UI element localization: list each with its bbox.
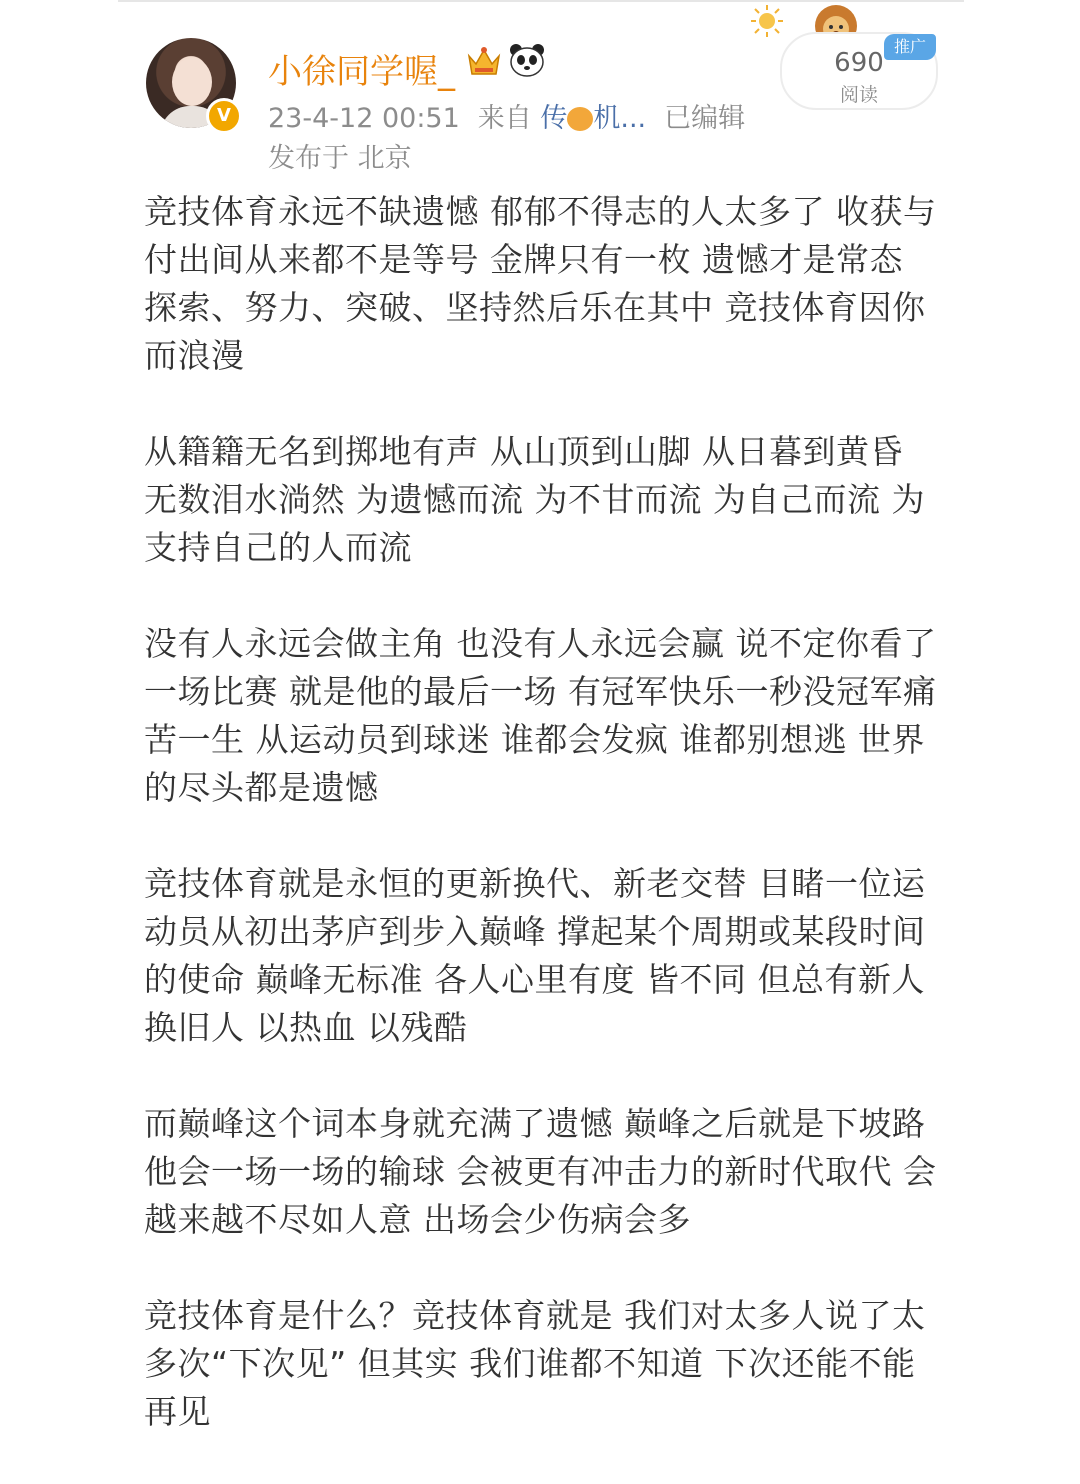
read-label: 阅读 [839,84,878,106]
post-body [144,188,940,1484]
post-paragraph: 没有人永远会做主角 也没有人永远会赢 说不定你看了一场比赛 就是他的最后一场 有冠军快乐一秒没冠军痛苦一生 从运动员到球迷 谁都会发疯 谁都别想逃 世界的尽头都是遗憾 [144,624,937,807]
sun-icon [750,4,784,38]
panda-icon [508,42,546,78]
post-meta [268,96,745,135]
source-prefix: 来自 [477,103,532,134]
post-location: 发布于 北京 [268,143,412,174]
verified-icon: V [206,98,242,134]
tiger-icon [567,107,593,131]
post-paragraph: 竞技体育是什么？竞技体育就是 我们对太多人说了太多次“下次见” 但其实 我们谁都不知道 下次还能不能再见 [144,1296,926,1431]
post-paragraph: 从籍籍无名到掷地有声 从山顶到山脚 从日暮到黄昏 无数泪水淌然 为遗憾而流 为不甘而流 为自己而流 为支持自己的人而流 [144,432,925,567]
post-paragraph: 竞技体育永远不缺遗憾 郁郁不得志的人太多了 收获与付出间从来都不是等号 金牌只有一枚 遗憾才是常态 探索、努力、突破、坚持然后乐在其中 竞技体育因你而浪漫 [144,192,937,375]
post-paragraph: 竞技体育就是永恒的更新换代、新老交替 目睹一位运动员从初出茅庐到步入巅峰 撑起某个周期或某段时间的使命 巅峰无标准 各人心里有度 皆不同 但总有新人换旧人 以热血 以残酷 [144,864,926,1047]
post-timestamp: 23-4-12 00:51 [268,103,460,134]
username[interactable]: 小徐同学喔_ [268,52,455,92]
promo-badge[interactable]: 推广 [884,34,936,60]
post-paragraph: 而巅峰这个词本身就充满了遗憾 巅峰之后就是下坡路 他会一场一场的输球 会被更有冲击力的新时代取代 会越来越不尽如人意 出场会少伤病会多 [144,1104,937,1239]
read-count: 690 [834,48,884,78]
source-link[interactable]: 传 机... [540,103,647,134]
edited-label[interactable]: 已编辑 [664,103,746,134]
crown-icon [466,44,502,78]
avatar-face [172,58,212,106]
